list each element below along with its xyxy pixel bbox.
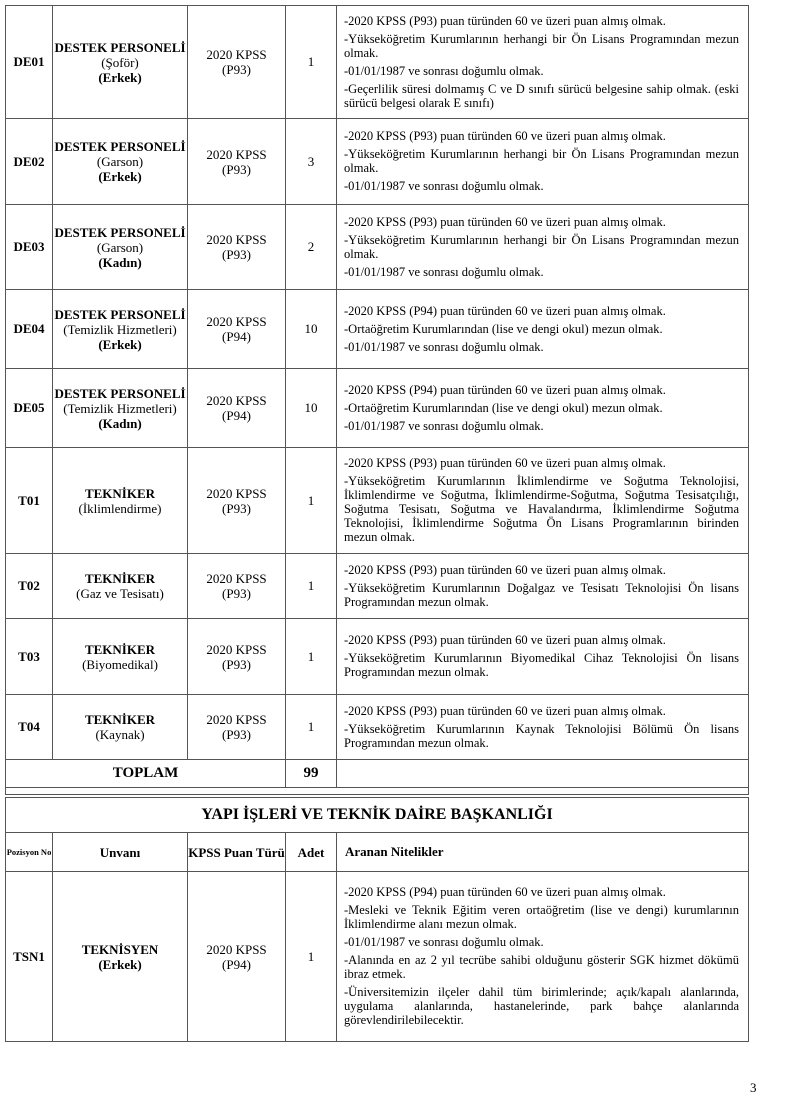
kpss-cell xyxy=(188,448,286,554)
requirement-item: -2020 KPSS (P93) puan türünden 60 ve üzeri puan almış olmak. xyxy=(344,456,666,470)
kpss-cell xyxy=(188,554,286,619)
position-code: T02 xyxy=(6,554,53,619)
total-label: TOPLAM xyxy=(6,760,286,788)
header-position-no: Pozisyon No xyxy=(6,833,53,872)
requirement-item: -2020 KPSS (P94) puan türünden 60 ve üzeri puan almış olmak. xyxy=(344,382,666,397)
requirements-cell xyxy=(337,554,749,619)
position-count: 3 xyxy=(286,119,337,205)
requirements-cell xyxy=(337,205,749,290)
kpss-type: (P94) xyxy=(222,329,251,344)
kpss-year: 2020 KPSS xyxy=(206,393,267,408)
table-row xyxy=(6,119,749,205)
position-title-cell xyxy=(53,872,188,1042)
kpss-year: 2020 KPSS xyxy=(206,314,267,329)
kpss-year: 2020 KPSS xyxy=(206,232,267,247)
table-row xyxy=(6,695,749,760)
table-row xyxy=(6,6,749,119)
position-count: 2 xyxy=(286,205,337,290)
requirement-item: -01/01/1987 ve sonrası doğumlu olmak. xyxy=(344,179,544,193)
position-count: 1 xyxy=(286,448,337,554)
total-value: 99 xyxy=(286,760,337,788)
position-title: DESTEK PERSONELİ xyxy=(54,39,186,55)
total-row xyxy=(6,760,749,788)
position-code: DE03 xyxy=(6,205,53,290)
total-empty xyxy=(337,760,749,788)
position-code: DE02 xyxy=(6,119,53,205)
kpss-type: (P94) xyxy=(222,408,251,423)
position-count: 1 xyxy=(286,554,337,619)
requirements-cell xyxy=(337,290,749,369)
kpss-cell xyxy=(188,119,286,205)
requirement-item: -2020 KPSS (P93) puan türünden 60 ve üzeri puan almış olmak. xyxy=(344,129,666,143)
position-count: 1 xyxy=(286,6,337,119)
requirements-cell xyxy=(337,369,749,448)
position-count: 10 xyxy=(286,290,337,369)
position-title: DESTEK PERSONELİ xyxy=(54,306,186,322)
requirement-item: -Yükseköğretim Kurumlarının Kaynak Teknolojisi Bölümü Ön lisans Programından mezun olmak. xyxy=(344,721,739,750)
position-title-cell xyxy=(53,6,188,119)
position-count: 1 xyxy=(286,872,337,1042)
header-count: Adet xyxy=(286,833,337,872)
requirement-item: -Yükseköğretim Kurumlarının herhangi bir Ön Lisans Programından mezun olmak. xyxy=(344,232,739,261)
position-title-cell xyxy=(53,695,188,760)
positions-table xyxy=(5,5,749,795)
requirements-cell xyxy=(337,6,749,119)
position-code: T04 xyxy=(6,695,53,760)
requirement-item: -Mesleki ve Teknik Eğitim veren ortaöğretim (lise ve dengi) kurumlarının İklimlendirme alanı mezun olmak. xyxy=(344,903,740,931)
kpss-type: (P93) xyxy=(222,247,251,262)
position-count: 1 xyxy=(286,619,337,695)
requirements-cell xyxy=(337,619,749,695)
position-code: TSN1 xyxy=(6,872,53,1042)
requirement-item: -Yükseköğretim Kurumlarının Biyomedikal Cihaz Teknolojisi Ön lisans Programından mezun olmak. xyxy=(344,651,739,679)
table-row xyxy=(6,872,749,1042)
requirement-item: -2020 KPSS (P93) puan türünden 60 ve üzeri puan almış olmak. xyxy=(344,703,666,718)
requirements-cell xyxy=(337,872,749,1042)
position-gender: (Erkek) xyxy=(98,69,142,85)
kpss-year: 2020 KPSS xyxy=(206,712,267,727)
position-title: DESTEK PERSONELİ xyxy=(54,224,186,240)
position-subtitle: (Garson) xyxy=(96,239,144,255)
requirement-item: -Ortaöğretim Kurumlarından (lise ve dengi okul) mezun olmak. xyxy=(344,321,663,336)
position-code: T01 xyxy=(6,448,53,554)
requirement-item: -Alanında en az 2 yıl tecrübe sahibi olduğunu gösterir SGK hizmet dökümü ibraz etmek. xyxy=(344,953,740,981)
kpss-cell xyxy=(188,369,286,448)
position-subtitle: (Kaynak) xyxy=(95,727,145,742)
requirement-item: -2020 KPSS (P94) puan türünden 60 ve üzeri puan almış olmak. xyxy=(344,303,666,318)
table-row xyxy=(6,448,749,554)
position-title-cell xyxy=(53,448,188,554)
requirement-item: -Yükseköğretim Kurumlarının herhangi bir Ön Lisans Programından mezun olmak. xyxy=(344,147,739,175)
position-code: T03 xyxy=(6,619,53,695)
requirement-item: -Üniversitemizin ilçeler dahil tüm birimlerinde; açık/kapalı alanlarında, uygulama alanlarında, hastanelerinde, park bahçe alanlarında görevlendirilebilecektir. xyxy=(344,985,740,1027)
header-requirements: Aranan Nitelikler xyxy=(337,833,749,872)
kpss-type: (P93) xyxy=(222,727,251,742)
position-title-cell xyxy=(53,119,188,205)
requirement-item: -01/01/1987 ve sonrası doğumlu olmak. xyxy=(344,63,544,78)
position-title: DESTEK PERSONELİ xyxy=(54,139,186,154)
position-count: 1 xyxy=(286,695,337,760)
kpss-cell xyxy=(188,290,286,369)
kpss-year: 2020 KPSS xyxy=(206,485,267,501)
requirement-item: -Yükseköğretim Kurumlarının İklimlendirme ve Soğutma Teknolojisi, İklimlendirme ve Soğutma, İklimlendirme-Soğutma, Soğutma Tesisatçılığı, Soğutma Tesisatı, Soğutma ve Havalandırma, İklimlendirme Soğutma Teknolojisi, İklimlendirme Soğutma Ön Lisans Programlarının birinden mezun olmak. xyxy=(344,474,739,544)
section-table xyxy=(5,797,749,1042)
kpss-cell xyxy=(188,6,286,119)
requirement-item: -Yükseköğretim Kurumlarının herhangi bir Ön Lisans Programından mezun olmak. xyxy=(344,31,739,60)
kpss-type: (P94) xyxy=(222,956,251,972)
position-gender: (Kadın) xyxy=(98,415,142,431)
position-gender: (Erkek) xyxy=(98,169,142,184)
header-title: Unvanı xyxy=(53,833,188,872)
spacer-cell xyxy=(6,788,749,795)
kpss-type: (P93) xyxy=(222,500,251,516)
position-code: DE01 xyxy=(6,6,53,119)
position-subtitle: (Şoför) xyxy=(101,54,139,70)
requirement-item: -01/01/1987 ve sonrası doğumlu olmak. xyxy=(344,339,544,354)
header-kpss: KPSS Puan Türü xyxy=(188,833,286,872)
requirement-item: -2020 KPSS (P93) puan türünden 60 ve üzeri puan almış olmak. xyxy=(344,13,666,28)
kpss-cell xyxy=(188,695,286,760)
position-title-cell xyxy=(53,619,188,695)
position-subtitle: (Temizlik Hizmetleri) xyxy=(63,400,177,416)
kpss-year: 2020 KPSS xyxy=(206,146,267,162)
requirement-item: -Ortaöğretim Kurumlarından (lise ve dengi okul) mezun olmak. xyxy=(344,400,663,415)
table-row xyxy=(6,369,749,448)
kpss-cell xyxy=(188,872,286,1042)
requirement-item: -01/01/1987 ve sonrası doğumlu olmak. xyxy=(344,935,544,949)
position-code: DE05 xyxy=(6,369,53,448)
position-subtitle: (İklimlendirme) xyxy=(78,500,162,516)
position-subtitle: (Biyomedikal) xyxy=(82,656,158,672)
page-number: 3 xyxy=(750,1080,757,1095)
position-title-cell xyxy=(53,554,188,619)
kpss-cell xyxy=(188,205,286,290)
position-title: TEKNİKER xyxy=(84,485,156,501)
kpss-type: (P93) xyxy=(222,656,251,672)
position-gender: (Erkek) xyxy=(98,956,142,972)
kpss-cell xyxy=(188,619,286,695)
requirement-item: -01/01/1987 ve sonrası doğumlu olmak. xyxy=(344,264,544,279)
position-title: TEKNİKER xyxy=(84,641,156,657)
table-row xyxy=(6,205,749,290)
requirement-item: -Yükseköğretim Kurumlarının Doğalgaz ve Tesisatı Teknolojisi Ön lisans Programından mezun olmak. xyxy=(344,580,739,609)
kpss-year: 2020 KPSS xyxy=(206,571,267,586)
spacer-row xyxy=(6,788,749,795)
requirement-item: -2020 KPSS (P93) puan türünden 60 ve üzeri puan almış olmak. xyxy=(344,633,666,647)
position-subtitle: (Temizlik Hizmetleri) xyxy=(63,321,177,337)
table-row xyxy=(6,619,749,695)
requirement-item: -2020 KPSS (P93) puan türünden 60 ve üzeri puan almış olmak. xyxy=(344,562,666,577)
kpss-year: 2020 KPSS xyxy=(206,941,267,957)
kpss-type: (P93) xyxy=(222,586,251,601)
position-title-cell xyxy=(53,205,188,290)
requirement-item: -2020 KPSS (P93) puan türünden 60 ve üzeri puan almış olmak. xyxy=(344,214,666,229)
table-row xyxy=(6,554,749,619)
position-title-cell xyxy=(53,290,188,369)
position-subtitle: (Garson) xyxy=(96,154,144,169)
kpss-type: (P93) xyxy=(222,161,251,177)
table-row xyxy=(6,290,749,369)
position-subtitle: (Gaz ve Tesisatı) xyxy=(76,586,164,601)
position-count: 10 xyxy=(286,369,337,448)
position-title: DESTEK PERSONELİ xyxy=(54,385,186,401)
position-title-cell xyxy=(53,369,188,448)
requirements-cell xyxy=(337,448,749,554)
requirements-cell xyxy=(337,119,749,205)
kpss-year: 2020 KPSS xyxy=(206,641,267,657)
position-title: TEKNİSYEN xyxy=(81,941,159,957)
position-gender: (Kadın) xyxy=(98,254,142,270)
position-gender: (Erkek) xyxy=(98,336,142,352)
section-title: YAPI İŞLERİ VE TEKNİK DAİRE BAŞKANLIĞI xyxy=(6,798,749,833)
requirement-item: -2020 KPSS (P94) puan türünden 60 ve üzeri puan almış olmak. xyxy=(344,885,666,899)
position-title: TEKNİKER xyxy=(84,571,156,586)
position-code: DE04 xyxy=(6,290,53,369)
kpss-type: (P93) xyxy=(222,62,251,77)
requirements-cell xyxy=(337,695,749,760)
requirement-item: -Geçerlilik süresi dolmamış C ve D sınıfı sürücü belgesine sahip olmak. (eski sürücü belgesi olarak E sınıfı) xyxy=(344,81,739,110)
requirement-item: -01/01/1987 ve sonrası doğumlu olmak. xyxy=(344,418,544,433)
position-title: TEKNİKER xyxy=(84,712,156,727)
kpss-year: 2020 KPSS xyxy=(206,47,267,62)
